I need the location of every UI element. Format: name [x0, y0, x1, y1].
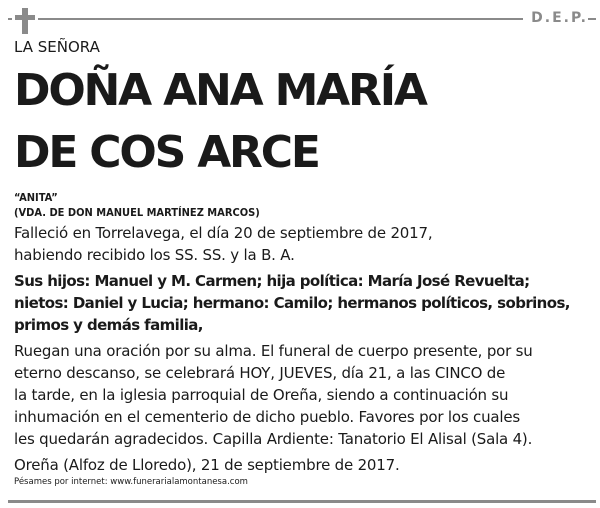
deceased-name-line1: DOÑA ANA MARÍA: [14, 65, 426, 116]
death-line-1: Falleció en Torrelavega, el día 20 de septiembre de 2017,: [14, 224, 433, 242]
condolences-footer: Pésames por internet: www.funerarialamontanesa.com: [14, 477, 248, 487]
family-line-2: nietos: Daniel y Lucia; hermano: Camilo; hermanos políticos, sobrinos,: [14, 294, 570, 312]
honorific: LA SEÑORA: [14, 38, 100, 56]
request-line-4: inhumación en el cementerio de dicho pueblo. Favores por los cuales: [14, 408, 521, 426]
family-line-1: Sus hijos: Manuel y M. Carmen; hija política: María José Revuelta;: [14, 272, 530, 290]
family-line-3: primos y demás familia,: [14, 316, 203, 334]
request-line-5: les quedarán agradecidos. Capilla Ardiente: Tanatorio El Alisal (Sala 4).: [14, 430, 533, 448]
widow-of: (VDA. DE DON MANUEL MARTÍNEZ MARCOS): [14, 206, 260, 219]
place-date: Oreña (Alfoz de Lloredo), 21 de septiembre de 2017.: [14, 456, 400, 474]
deceased-name-line2: DE COS ARCE: [14, 127, 319, 178]
nickname: “ANITA”: [14, 191, 58, 204]
bottom-rule: [8, 500, 596, 503]
request-line-2: eterno descanso, se celebrará HOY, JUEVES, día 21, a las CINCO de: [14, 364, 506, 382]
request-line-3: la tarde, en la iglesia parroquial de Oreña, siendo a continuación su: [14, 386, 509, 404]
request-line-1: Ruegan una oración por su alma. El funeral de cuerpo presente, por su: [14, 342, 533, 360]
cross-icon: [12, 6, 38, 36]
dep-label: D.E.P.: [523, 10, 588, 26]
death-line-2: habiendo recibido los SS. SS. y la B. A.: [14, 246, 295, 264]
top-rule: [8, 18, 596, 20]
